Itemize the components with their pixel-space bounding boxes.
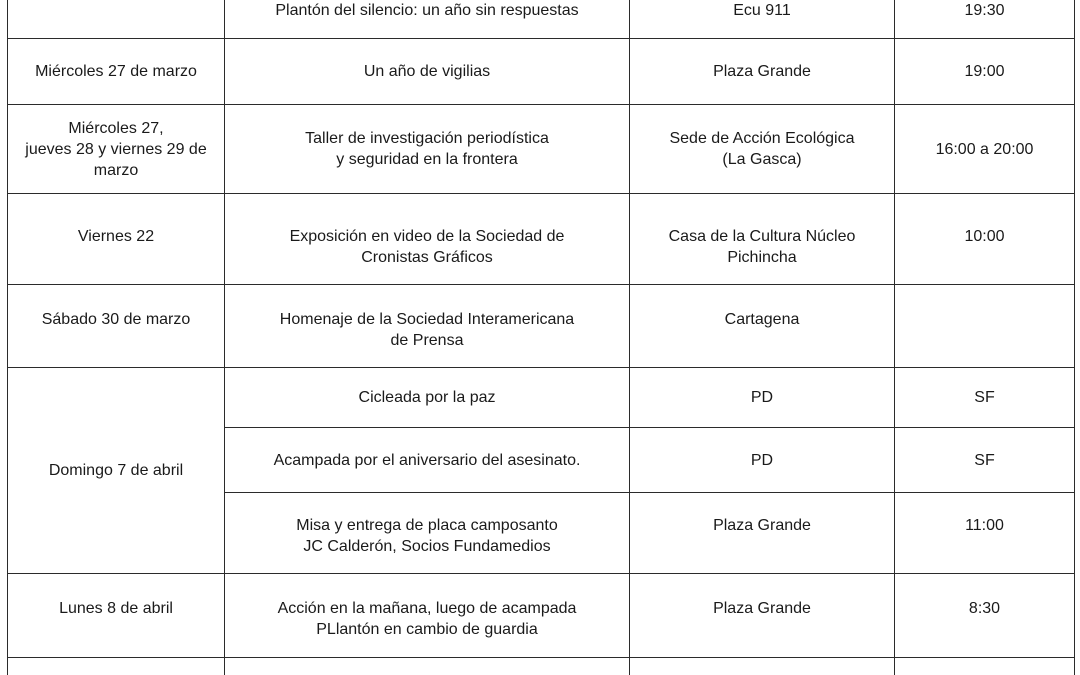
events-table [7, 0, 1075, 675]
event-cell [225, 368, 630, 428]
place-text-line: Casa de la Cultura Núcleo [668, 228, 856, 245]
date-text-line: marzo [93, 161, 139, 179]
place-cell [630, 658, 895, 675]
table-row [8, 574, 1075, 658]
place-text: Cartagena [724, 311, 800, 328]
table-row [8, 0, 1075, 39]
place-text: Plaza Grande [713, 63, 811, 80]
place-cell [630, 194, 895, 285]
event-cell [225, 493, 630, 574]
event-text-line: Acción en la mañana, luego de acampada [277, 600, 577, 617]
date-text: Viernes 22 [77, 228, 155, 245]
place-cell [630, 285, 895, 368]
place-cell [630, 368, 895, 428]
date-cell [8, 285, 225, 368]
date-cell [8, 194, 225, 285]
event-text-line: Homenaje de la Sociedad Interamericana [279, 311, 575, 328]
event-cell [225, 105, 630, 194]
event-cell [225, 0, 630, 39]
event-text-line: de Prensa [390, 332, 464, 349]
place-text: Plaza Grande [713, 600, 811, 617]
event-cell [225, 39, 630, 105]
event-cell [225, 194, 630, 285]
place-text-line: (La Gasca) [722, 151, 802, 168]
time-text: SF [974, 451, 995, 469]
date-cell [8, 105, 225, 194]
time-cell [895, 428, 1075, 493]
event-text-line: Misa y entrega de placa camposanto [296, 517, 558, 534]
place-cell [630, 493, 895, 574]
table-row [8, 285, 1075, 368]
time-text: 10:00 [964, 228, 1005, 245]
event-text: Cicleada por la paz [358, 389, 496, 406]
event-text-line: Taller de investigación periodística [305, 130, 549, 147]
table-row [8, 368, 1075, 428]
time-text: 8:30 [968, 600, 1001, 617]
time-cell [895, 658, 1075, 675]
table-row [8, 105, 1075, 194]
place-text-line: Pichincha [727, 249, 797, 266]
date-cell [8, 39, 225, 105]
date-text: Miércoles 27 de marzo [35, 63, 197, 80]
time-text: 16:00 a 20:00 [935, 140, 1034, 158]
time-cell [895, 493, 1075, 574]
time-text: 19:00 [964, 63, 1005, 80]
date-text-line: Miércoles 27, [68, 119, 164, 137]
place-cell [630, 0, 895, 39]
time-cell [895, 194, 1075, 285]
event-text-line: PLlantón en cambio de guardia [316, 621, 538, 638]
time-cell [895, 574, 1075, 658]
time-cell [895, 368, 1075, 428]
table-row [8, 194, 1075, 285]
date-cell [8, 0, 225, 39]
table-row [8, 658, 1075, 675]
place-cell [630, 428, 895, 493]
event-text-line: Cronistas Gráficos [361, 249, 493, 266]
event-text-line: Exposición en video de la Sociedad de [289, 228, 565, 245]
place-cell [630, 105, 895, 194]
date-text-line: jueves 28 y viernes 29 de [25, 140, 207, 158]
time-cell [895, 39, 1075, 105]
date-text: Domingo 7 de abril [48, 462, 184, 479]
date-cell [8, 368, 225, 574]
table-row [8, 39, 1075, 105]
place-text: Plaza Grande [713, 517, 811, 534]
event-text: Un año de vigilias [363, 63, 491, 80]
time-text: SF [974, 389, 995, 406]
date-cell [8, 658, 225, 675]
event-text-line: y seguridad en la frontera [336, 151, 518, 168]
time-cell [895, 285, 1075, 368]
place-text-line: Sede de Acción Ecológica [669, 130, 855, 147]
place-text: PD [750, 389, 774, 406]
place-cell [630, 574, 895, 658]
event-text: Plantón del silencio: un año sin respuestas [275, 2, 579, 19]
time-text: 11:00 [965, 517, 1004, 534]
event-cell [225, 574, 630, 658]
event-cell [225, 285, 630, 368]
time-cell [895, 105, 1075, 194]
date-cell [8, 574, 225, 658]
date-text: Sábado 30 de marzo [41, 311, 191, 328]
event-cell [225, 428, 630, 493]
time-cell [895, 0, 1075, 39]
place-cell [630, 39, 895, 105]
event-cell [225, 658, 630, 675]
date-text: Lunes 8 de abril [59, 600, 173, 617]
time-text: 19:30 [964, 2, 1005, 19]
place-text: PD [750, 451, 774, 469]
place-text: Ecu 911 [733, 2, 791, 19]
event-text: Acampada por el aniversario del asesinato. [273, 451, 581, 469]
event-text-line: JC Calderón, Socios Fundamedios [303, 538, 551, 555]
